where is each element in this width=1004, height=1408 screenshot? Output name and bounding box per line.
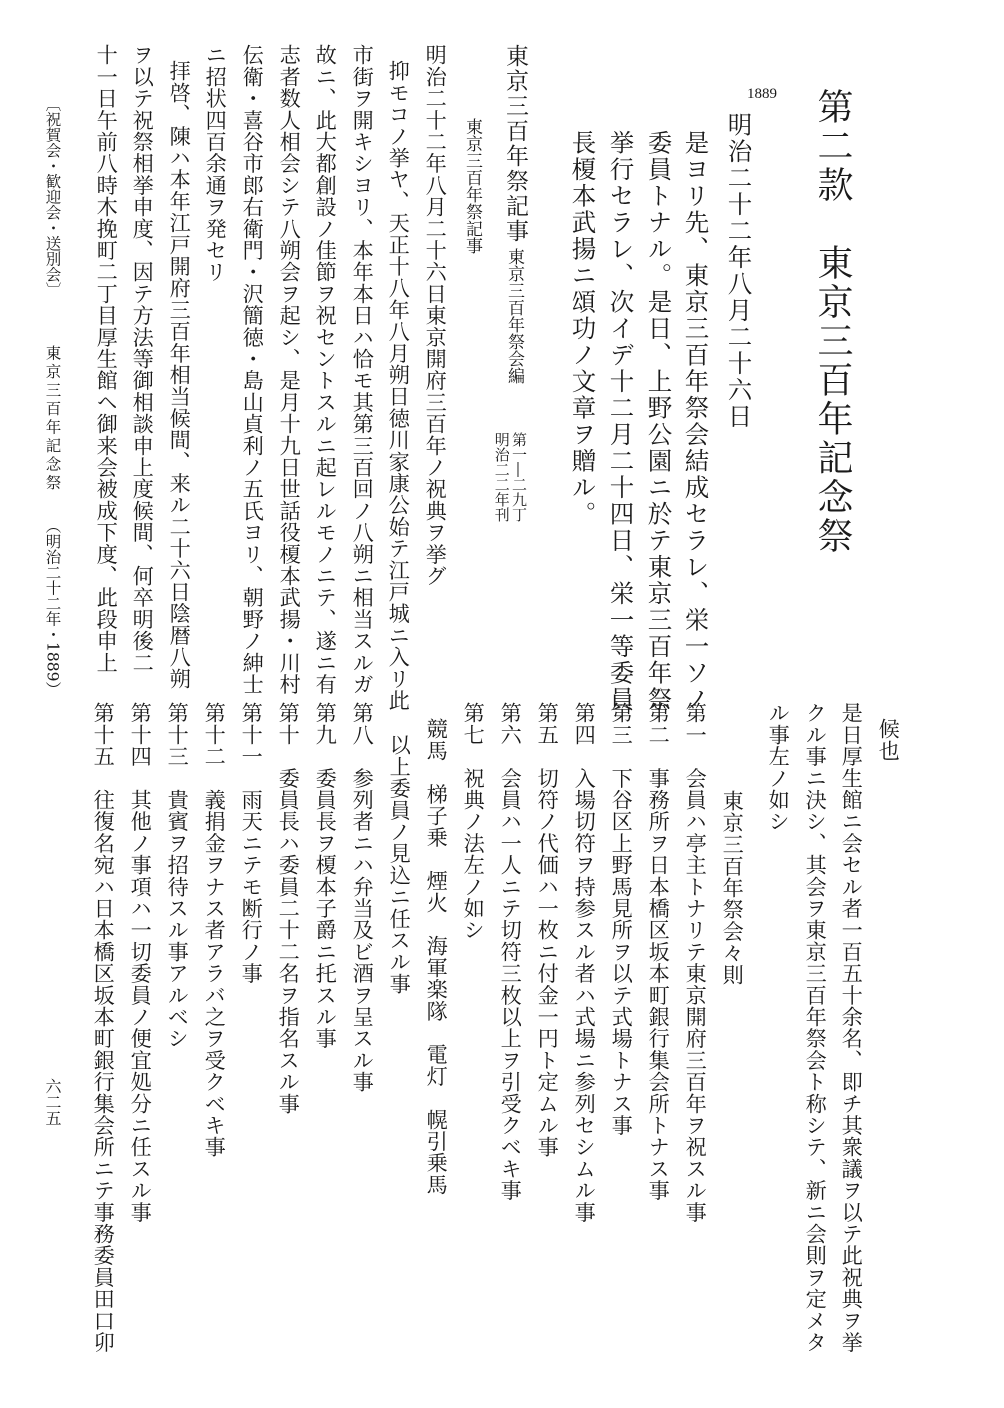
running-head-section: 〔祝賀会・歓迎会・送別会〕 (43, 96, 62, 298)
body-line: 明治二十二年八月二十六日東京開府三百年ノ祝典ヲ挙グ (423, 44, 449, 587)
year-western: 1889 (747, 86, 777, 102)
rule-text: 会員ハ一人ニテ切符三枚以上ヲ引受クベキ事 (498, 767, 524, 1202)
rule-item (91, 702, 117, 1354)
body-line: 十一日午前八時木挽町二丁目厚生館ヘ御来会被成下度、此段申上 (94, 44, 120, 674)
rule-text: 貴賓ヲ招待スル事アルベシ (165, 788, 191, 1050)
rule-text: 祝典ノ法左ノ如シ (461, 767, 487, 941)
rule-item (239, 702, 265, 985)
rule-item (461, 702, 487, 941)
rule-item (313, 702, 339, 1050)
rule-text: 義捐金ヲナス者アラバ之ヲ受クベキ事 (202, 788, 228, 1158)
body-line: 故ニ、此大都創設ノ佳節ヲ祝セントスルニ起レルモノニテ、遂ニ有 (313, 44, 339, 695)
cont-line: 候也 (876, 718, 902, 762)
rule-text: 参列者ニハ弁当及ビ酒ヲ呈スル事 (350, 767, 376, 1093)
body-line: 志者数人相会シテ八朔会ヲ起シ、是月十九日世話役榎本武揚・川村 (277, 44, 303, 695)
summary-line: 是ヨリ先、東京三百年祭会結成セラレ、栄一ソノ (681, 130, 711, 713)
summary-line: 長榎本武揚ニ頌功ノ文章ヲ贈ル。 (568, 130, 598, 528)
summary-line: 委員トナル。是日、上野公園ニ於テ東京三百年祭 (644, 130, 674, 713)
rule-text: 事務所ヲ日本橋区坂本町銀行集会所トナス事 (646, 767, 672, 1202)
rule-number: 第十四 (128, 702, 154, 768)
body-line: ニ招状四百余通ヲ発セリ (203, 44, 229, 283)
running-head-title: 東京三百年記念祭 (43, 345, 62, 493)
rule-number: 第十二 (202, 702, 228, 768)
body-line: 伝衛・喜谷市郎右衛門・沢簡徳・島山貞利ノ五氏ヨリ、朝野ノ紳士 (240, 44, 266, 695)
body-line: 市街ヲ開キシヨリ、本年本日ハ恰モ其第三百回ノ八朔ニ相当スルガ (350, 44, 376, 695)
rule-item (276, 702, 302, 1115)
sub-heading: 東京三百年祭記事 (462, 118, 482, 254)
rule-number: 第十三 (165, 702, 191, 768)
cont-line: 是日厚生館ニ会セル者一百五十余名、即チ其衆議ヲ以テ此祝典ヲ挙 (839, 702, 865, 1353)
rule-text: 委員長ヲ榎本子爵ニ托スル事 (313, 767, 339, 1050)
rule-text: 切符ノ代価ハ一枚ニ付金一円ト定ムル事 (535, 767, 561, 1158)
page-number: 六二五 (43, 1078, 62, 1126)
rule-text: 其他ノ事項ハ一切委員ノ便宜処分ニ任スル事 (128, 788, 154, 1223)
source-title: 東京三百年祭記事 (502, 44, 528, 244)
rule-number: 第一 (683, 702, 709, 746)
rule-text: 委員長ハ委員二十二名ヲ指名スル事 (276, 767, 302, 1115)
rule-text: 会員ハ亭主トナリテ東京開府三百年ヲ祝スル事 (683, 767, 709, 1223)
events-list: 競馬 梯子乗 煙火 海軍楽隊 電灯 幌引乗馬 (424, 718, 450, 1196)
rule-number: 第二 (646, 702, 672, 746)
rule-item (535, 702, 561, 1158)
rule-number: 第五 (535, 702, 561, 746)
body-line: ヲ以テ祝祭相挙申度、因テ方法等御相談申上度候間、何卒明後二 (130, 44, 156, 674)
source-pub-pages: 第一―二九丁 (510, 432, 528, 522)
rule-number: 第十 (276, 702, 302, 746)
source-editor: 東京三百年祭会編 (504, 248, 524, 384)
summary-line: 挙行セラレ、次イデ十二月二十四日、栄一等委員 (606, 130, 636, 713)
rule-number: 第十一 (239, 702, 265, 768)
rule-number: 第十五 (91, 702, 117, 768)
date-line: 明治二十二年八月二十六日 (724, 112, 754, 430)
rule-item (572, 702, 598, 1223)
cont-line: ル事左ノ如シ (766, 702, 792, 833)
body-line: 抑モコノ挙ヤ、天正十八年八月朔日徳川家康公始テ江戸城ニ入リ此 (386, 60, 412, 711)
rule-item (128, 702, 154, 1223)
rule-item (609, 702, 635, 1137)
source-pub-date: 明治二二年刊 (492, 432, 511, 522)
body-line: 拝啓、陳ハ本年江戸開府三百年相当候間、来ル二十六日陰暦八朔 (167, 60, 193, 690)
rule-number: 第四 (572, 702, 598, 746)
rule-number: 第三 (609, 702, 635, 746)
rule-number: 第六 (498, 702, 524, 746)
rule-item (202, 702, 228, 1158)
cont-line: クル事ニ決シ、其会ヲ東京三百年祭会ト称シテ、新ニ会則ヲ定メタ (803, 702, 829, 1353)
chapter-title: 第二款 東京三百年記念祭 (812, 88, 853, 556)
rule-item (498, 702, 524, 1202)
running-head-year: （明治二十二年・1889） (43, 518, 62, 697)
events-note: 以上委員ノ見込ニ任スル事 (387, 734, 413, 995)
rule-number: 第九 (313, 702, 339, 746)
rule-text: 下谷区上野馬見所ヲ以テ式場トナス事 (609, 767, 635, 1137)
rule-text: 往復名宛ハ日本橋区坂本町銀行集会所ニテ事務委員田口卯 (91, 788, 117, 1354)
rule-item (683, 702, 709, 1223)
rule-item (350, 702, 376, 1093)
rule-number: 第七 (461, 702, 487, 746)
rules-heading: 東京三百年祭会々則 (720, 790, 746, 986)
rule-number: 第八 (350, 702, 376, 746)
rule-text: 雨天ニテモ断行ノ事 (239, 788, 265, 985)
rule-text: 入場切符ヲ持参スル者ハ式場ニ参列セシムル事 (572, 767, 598, 1223)
rule-item (165, 702, 191, 1050)
rule-item (646, 702, 672, 1202)
source-pub (492, 432, 528, 522)
